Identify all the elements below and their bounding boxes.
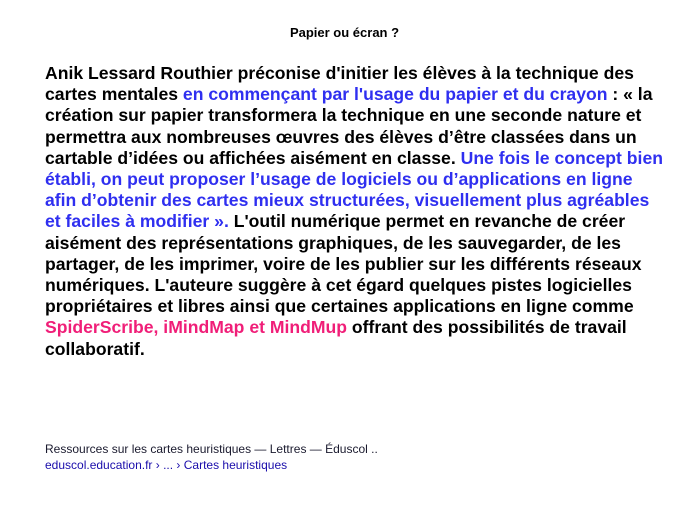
highlight-tool-names: SpiderScribe, iMindMap et MindMup [45,317,348,338]
text-segment: : « la création sur papier transformera la technique en une seconde nature et permettra aux nombreuses œuvres des élèves d’être classées dans un cartable d’idées ou affichées aisément en classe. [45,84,653,168]
highlight-paper-pencil: en commençant par l'usage du papier et du crayon [182,84,608,105]
highlight-software-apps: Une fois le concept bien établi, on peut proposer l’usage de logiciels ou d’applications en ligne afin d’obtenir des cartes mieux structurées, visuellement plus agréables et faciles à modifier ». [45,147,663,232]
page-title: Papier ou écran ? [289,25,400,40]
text-segment: offrant des possibilités de travail collaboratif. [45,317,627,359]
main-paragraph [45,63,665,360]
text-segment: Anik Lessard Routhier préconise d'initier les élèves à la technique des cartes mentales [45,63,634,105]
text-segment: L'outil numérique permet en revanche de créer aisément des représentations graphiques, de les sauvegarder, de les partager, de les imprimer, voire de les publier sur les différents réseaux numériques. L'auteure suggère à cet égard quelques pistes logicielles propriétaires et libres ainsi que certaines applications en ligne comme [45,211,642,317]
source-title[interactable]: Ressources sur les cartes heuristiques — Lettres — Éduscol .. [45,442,378,456]
source-breadcrumb-link[interactable]: eduscol.education.fr › ... › Cartes heuristiques [45,458,288,472]
